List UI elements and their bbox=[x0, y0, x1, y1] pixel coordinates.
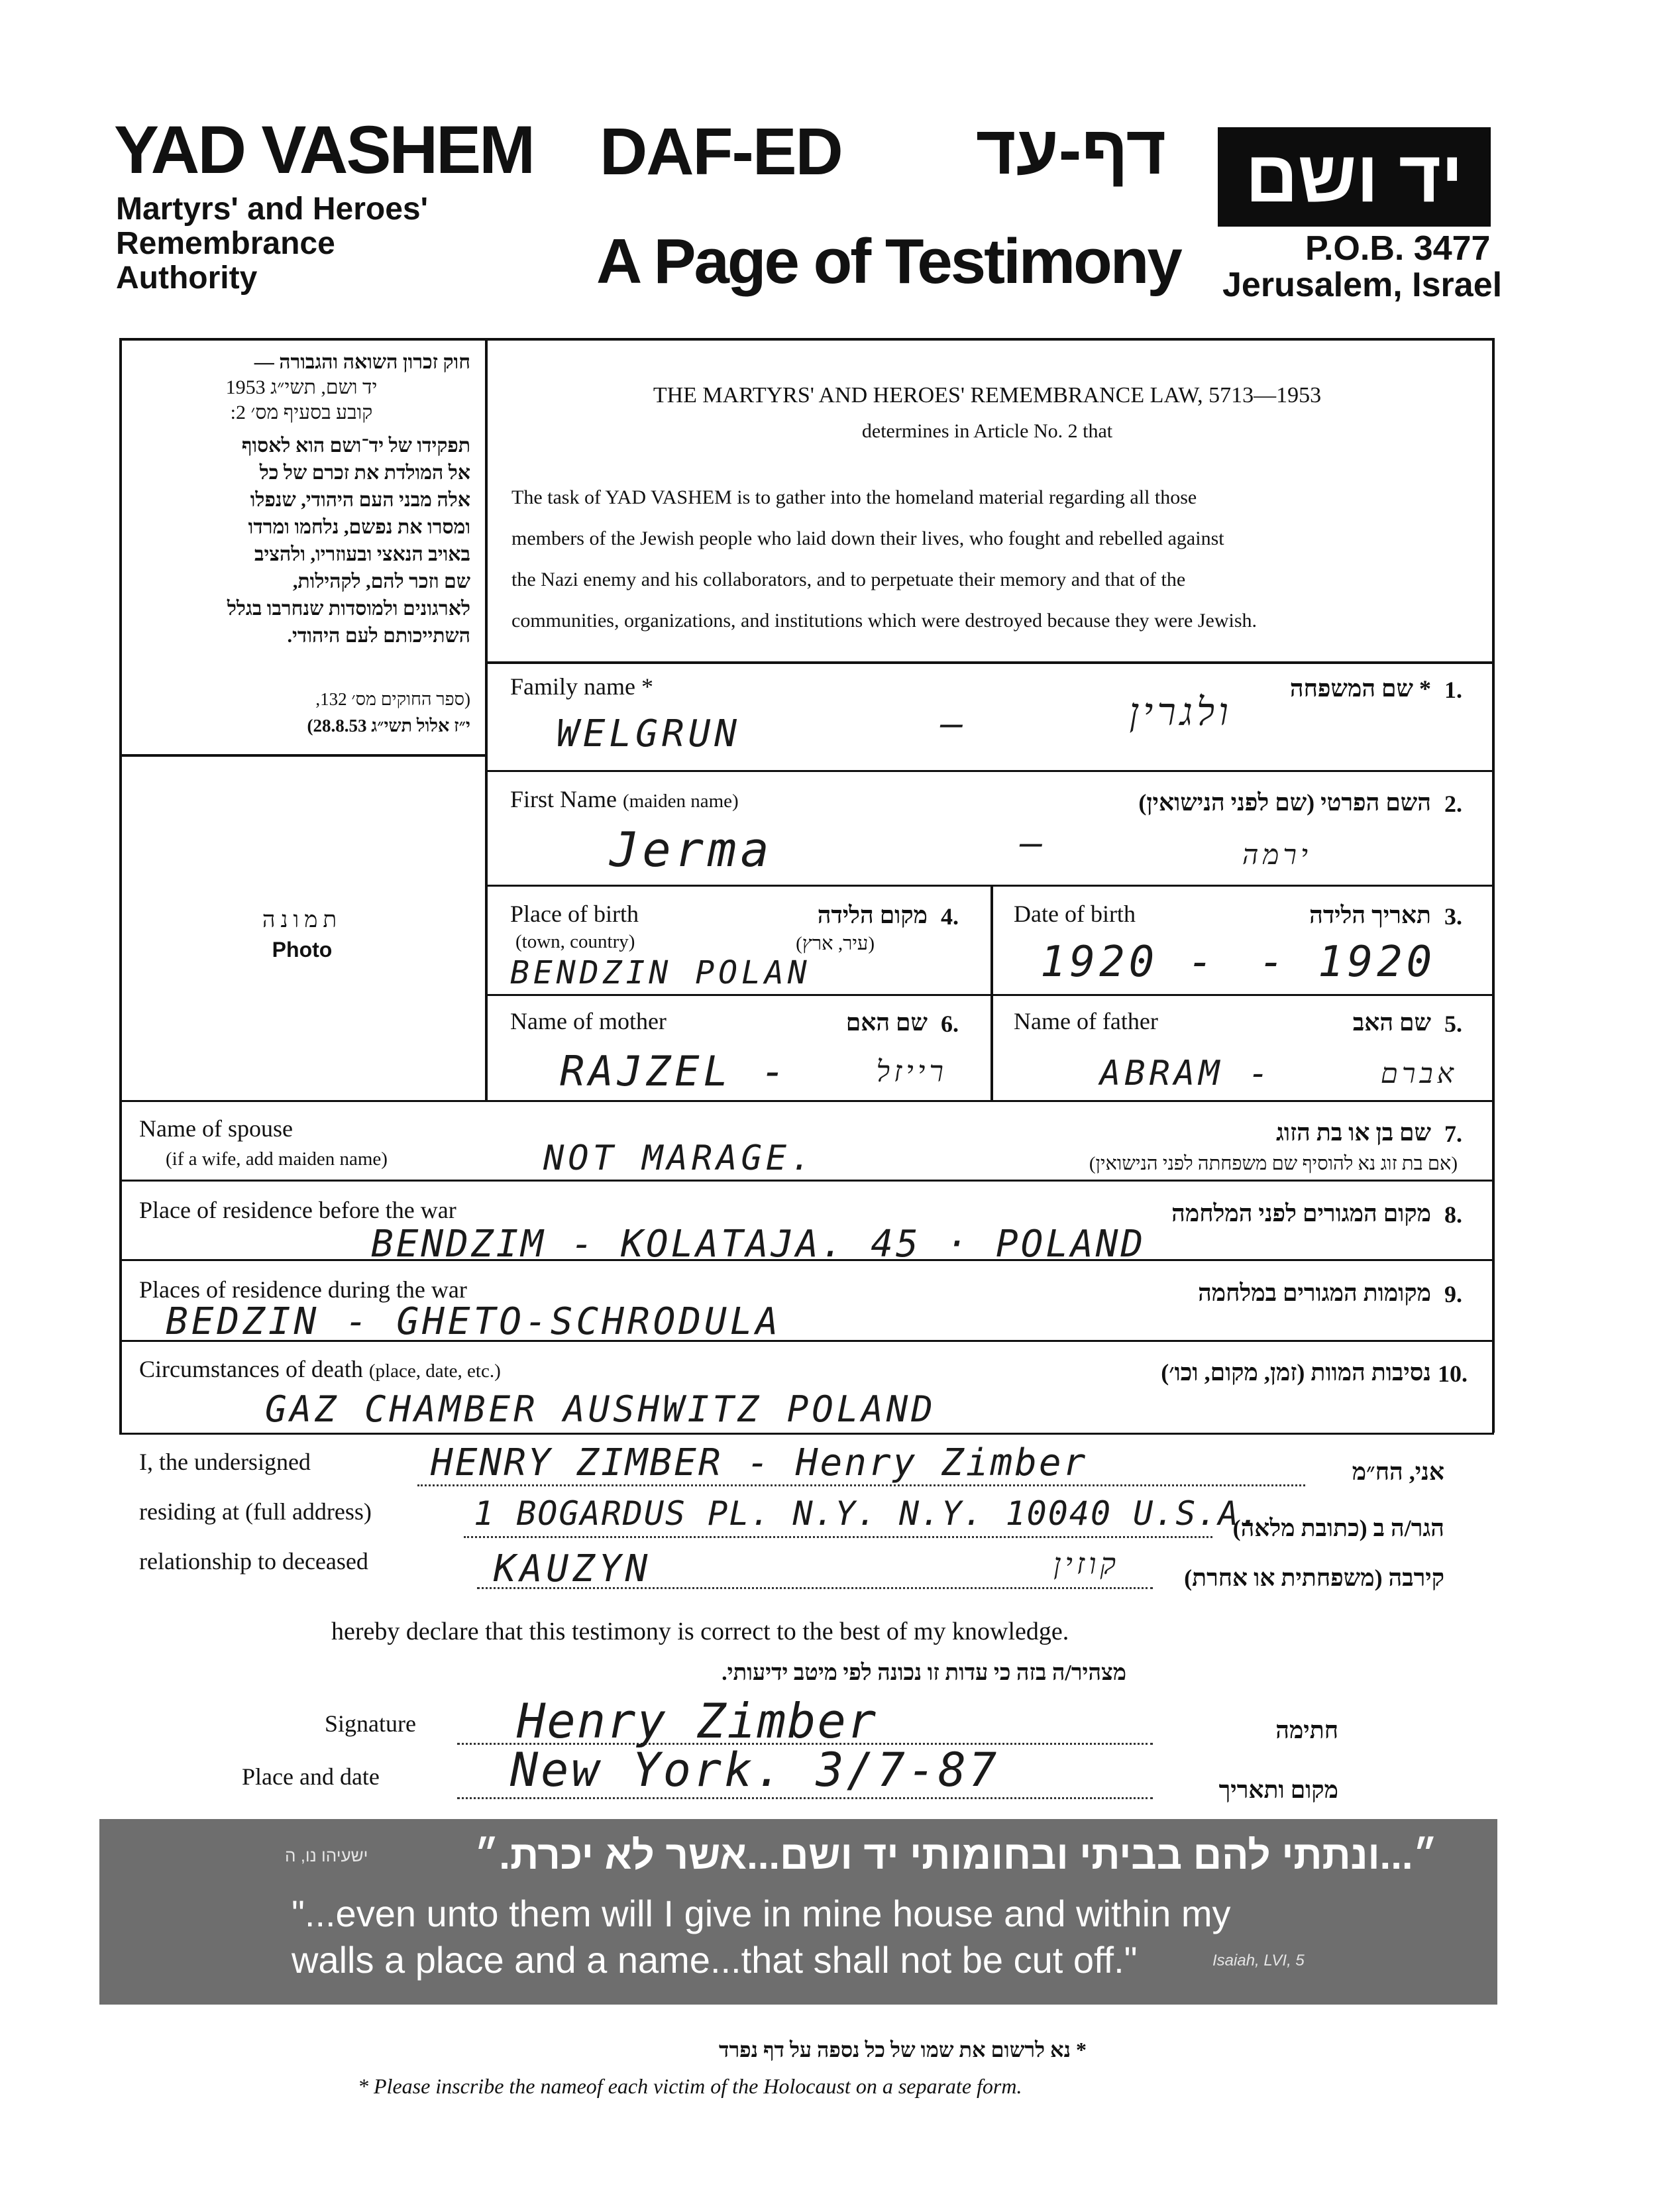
quote-banner bbox=[99, 1819, 1497, 2005]
father-label-hebrew: שם האב bbox=[1352, 1009, 1431, 1036]
frame-sep-4 bbox=[119, 1100, 1494, 1102]
death-label-text: Circumstances of death bbox=[139, 1356, 363, 1382]
death-label-note: (place, date, etc.) bbox=[368, 1360, 501, 1382]
residence-before-label-hebrew: מקום המגורים לפני המלחמה bbox=[1171, 1200, 1431, 1227]
first-name-label-hebrew: השם הפרטי (שם לפני הנישואין) bbox=[1138, 789, 1431, 816]
first-name-dash: — bbox=[1020, 822, 1047, 865]
city: Jerusalem, Israel bbox=[1222, 266, 1503, 304]
law-english-title: THE MARTYRS' AND HEROES' REMEMBRANCE LAW, 5713—1953 bbox=[653, 383, 1322, 408]
law-english-subtitle: determines in Article No. 2 that bbox=[861, 420, 1113, 442]
form-title: A Page of Testimony bbox=[596, 226, 1181, 297]
date-of-birth-value[interactable]: 1920 - bbox=[1040, 938, 1218, 987]
banner-english-line-2: walls a place and a name...that shall not be cut off." bbox=[292, 1939, 1138, 1981]
first-name-value[interactable]: Jerma bbox=[610, 822, 773, 877]
law-hebrew-ref-1: (ספר החוקים מס׳ 132, bbox=[315, 689, 470, 709]
law-hebrew-line: לארגונים ולמוסדות שנחרבו בגלל bbox=[227, 598, 470, 620]
logo-text: יד ושם bbox=[1245, 136, 1464, 217]
frame-sep-left-law bbox=[119, 754, 485, 757]
field-number-1: 1. bbox=[1444, 677, 1462, 703]
address-label-hebrew: הגר/ה ב (כתובת מלאה) bbox=[1232, 1515, 1444, 1541]
place-of-birth-label-hebrew: מקום הלידה bbox=[817, 902, 928, 928]
law-english-line: communities, organizations, and institutions which were destroyed because they were Jewish. bbox=[511, 610, 1257, 632]
law-hebrew-ref-2: י״ז אלול תשי״ג 28.8.53) bbox=[307, 716, 470, 736]
frame-sep-5 bbox=[119, 1180, 1494, 1182]
org-name: YAD VASHEM bbox=[114, 112, 534, 188]
father-value[interactable]: ABRAM - bbox=[1100, 1054, 1273, 1093]
undersigned-label-hebrew: אני, הח״מ bbox=[1352, 1459, 1444, 1485]
field-number-5: 5. bbox=[1444, 1011, 1462, 1037]
form-code-hebrew: דף-עד bbox=[975, 112, 1166, 189]
frame-cell-vertical bbox=[991, 885, 993, 1100]
date-of-birth-label: Date of birth bbox=[1014, 901, 1136, 927]
father-label: Name of father bbox=[1014, 1008, 1158, 1034]
field-number-3: 3. bbox=[1444, 903, 1462, 930]
place-date-value[interactable]: New York. 3/7-87 bbox=[510, 1743, 1000, 1797]
signature-label-hebrew: חתימה bbox=[1275, 1717, 1338, 1743]
law-hebrew-line: השתייכותם לעם היהודי. bbox=[287, 625, 470, 647]
frame-sep-3 bbox=[485, 994, 1492, 996]
death-label-hebrew: נסיבות המוות (זמן, מקום, וכו׳) bbox=[1161, 1359, 1431, 1386]
spouse-label: Name of spouse bbox=[139, 1115, 293, 1142]
field-number-2: 2. bbox=[1444, 791, 1462, 817]
address-label: residing at (full address) bbox=[139, 1498, 372, 1525]
place-date-label-hebrew: מקום ותאריך bbox=[1218, 1777, 1338, 1803]
relation-value-hebrew[interactable]: קוזין bbox=[1053, 1547, 1120, 1581]
family-name-value-hebrew[interactable]: ולגרין bbox=[1129, 689, 1232, 734]
death-value[interactable]: GAZ CHAMBER AUSHWITZ POLAND bbox=[265, 1388, 936, 1430]
banner-english-line-1: "...even unto them will I give in mine house and within my bbox=[292, 1893, 1231, 1934]
frame-top bbox=[119, 338, 1494, 341]
signature-value[interactable]: Henry Zimber bbox=[517, 1693, 878, 1749]
spouse-label-hebrew: שם בן או בת הזוג bbox=[1276, 1119, 1431, 1146]
mother-label-hebrew: שם האם bbox=[845, 1009, 928, 1036]
date-of-birth-value-2[interactable]: - 1920 bbox=[1259, 938, 1436, 987]
address-line bbox=[464, 1536, 1212, 1538]
org-subtitle-1: Martyrs' and Heroes' bbox=[116, 192, 428, 227]
footer-note-hebrew: * נא לרשום את שמו של כל נספה על דף נפרד bbox=[719, 2038, 1087, 2062]
residence-during-label: Places of residence during the war bbox=[139, 1276, 467, 1303]
form-code: DAF-ED bbox=[600, 115, 842, 189]
mother-value[interactable]: RAJZEL - bbox=[560, 1047, 790, 1095]
frame-right bbox=[1492, 338, 1495, 1433]
law-english-line: the Nazi enemy and his collaborators, and to perpetuate their memory and that of the bbox=[511, 569, 1186, 590]
family-name-dash: — bbox=[941, 702, 967, 746]
family-name-label: Family name * bbox=[510, 673, 653, 700]
first-name-label bbox=[510, 785, 739, 813]
spouse-label-note: (if a wife, add maiden name) bbox=[166, 1148, 388, 1170]
law-hebrew-line: ומסרו את נפשם, נלחמו ומרדו bbox=[248, 516, 470, 538]
law-hebrew-title-2: יד ושם, תשי״ג 1953 bbox=[225, 376, 378, 398]
org-subtitle-3: Authority bbox=[116, 260, 258, 296]
father-value-hebrew[interactable]: אברם bbox=[1380, 1057, 1458, 1089]
law-hebrew-line: תפקידו של יד־ושם הוא לאסוף bbox=[241, 435, 470, 457]
declaration-statement-hebrew: מצהיר/ה בזה כי עדות זו נכונה לפי מיטב ידיעותי. bbox=[722, 1661, 1126, 1685]
law-english-line: The task of YAD VASHEM is to gather into the homeland material regarding all those bbox=[511, 486, 1197, 508]
org-subtitle-2: Remembrance bbox=[116, 226, 335, 261]
place-date-label: Place and date bbox=[242, 1763, 380, 1790]
residence-during-label-hebrew: מקומות המגורים במלחמה bbox=[1198, 1280, 1431, 1306]
law-hebrew-line: באויב הנאצי ובעוזריו, ולהציב bbox=[254, 543, 470, 565]
spouse-value[interactable]: NOT MARAGE. bbox=[543, 1138, 816, 1178]
first-name-label-text: First Name bbox=[510, 786, 617, 812]
death-label bbox=[139, 1355, 501, 1383]
law-english-line: members of the Jewish people who laid down their lives, who fought and rebelled against bbox=[511, 527, 1224, 549]
banner-english-ref: Isaiah, LVI, 5 bbox=[1212, 1952, 1305, 1969]
family-name-label-hebrew: * שם המשפחה bbox=[1289, 675, 1431, 702]
date-of-birth-label-hebrew: תאריך הלידה bbox=[1309, 902, 1431, 928]
frame-sep-8 bbox=[119, 1433, 1494, 1435]
residence-during-value[interactable]: BEDZIN - GHETO-SCHRODULA bbox=[166, 1300, 782, 1343]
residence-before-label: Place of residence before the war bbox=[139, 1197, 456, 1223]
field-number-7: 7. bbox=[1444, 1121, 1462, 1147]
law-hebrew-title-3: קובע בסעיף מס׳ 2: bbox=[230, 402, 373, 423]
undersigned-value[interactable]: HENRY ZIMBER - Henry Zimber bbox=[431, 1441, 1088, 1484]
banner-hebrew-quote: ״...ונתתי להם בביתי ובחומותי יד ושם...אשר לא יכרת.״ bbox=[474, 1833, 1438, 1877]
photo-label-hebrew: תמונה bbox=[262, 908, 343, 932]
law-hebrew-line: שם וזכר להם, לקהילות, bbox=[292, 571, 470, 592]
spouse-label-hebrew-note: (אם בת זוג נא להוסיף שם משפחתה לפני הנישואין) bbox=[1089, 1153, 1458, 1174]
field-number-8: 8. bbox=[1444, 1201, 1462, 1228]
field-number-6: 6. bbox=[941, 1011, 959, 1037]
law-hebrew-body bbox=[133, 432, 470, 649]
po-box: P.O.B. 3477 bbox=[1305, 229, 1491, 268]
yad-vashem-logo bbox=[1218, 127, 1491, 227]
residence-before-value[interactable]: BENDZIM - KOLATAJA. 45 · POLAND bbox=[371, 1223, 1146, 1266]
relation-label: relationship to deceased bbox=[139, 1548, 368, 1575]
field-number-10: 10. bbox=[1438, 1360, 1468, 1387]
frame-sep-law bbox=[485, 661, 1492, 664]
frame-sep-2 bbox=[485, 885, 1492, 887]
declaration-statement: hereby declare that this testimony is correct to the best of my knowledge. bbox=[331, 1618, 1069, 1645]
mother-value-hebrew[interactable]: רייזל bbox=[876, 1055, 947, 1089]
place-date-line bbox=[457, 1797, 1153, 1799]
undersigned-label: I, the undersigned bbox=[139, 1449, 311, 1475]
place-of-birth-label-hebrew-note: (עיר, ארץ) bbox=[796, 933, 875, 954]
frame-sep-1 bbox=[485, 770, 1492, 772]
undersigned-line bbox=[417, 1484, 1305, 1486]
field-number-9: 9. bbox=[1444, 1281, 1462, 1307]
relation-value[interactable]: KAUZYN bbox=[494, 1547, 652, 1590]
frame-left bbox=[119, 338, 122, 1433]
law-hebrew-title-1: חוק זכרון השואה והגבורה — bbox=[254, 351, 470, 373]
signature-label: Signature bbox=[325, 1710, 416, 1737]
law-hebrew-line: אלה מבני העם היהודי, שנפלו bbox=[250, 489, 470, 511]
photo-label: Photo bbox=[272, 938, 333, 962]
relation-label-hebrew: קירבה (משפחתית או אחרת) bbox=[1184, 1565, 1444, 1591]
place-of-birth-label-note: (town, country) bbox=[515, 931, 635, 952]
first-name-value-hebrew[interactable]: ירמה bbox=[1242, 838, 1312, 871]
field-number-4: 4. bbox=[941, 903, 959, 930]
footer-note: * Please inscribe the nameof each victim of the Holocaust on a separate form. bbox=[358, 2074, 1022, 2098]
address-value[interactable]: 1 BOGARDUS PL. N.Y. N.Y. 10040 U.S.A. bbox=[474, 1494, 1261, 1533]
banner-hebrew-ref: ישעיהו נו, ה bbox=[285, 1846, 368, 1865]
family-name-value[interactable]: WELGRUN bbox=[557, 712, 741, 755]
place-of-birth-label: Place of birth bbox=[510, 901, 639, 927]
law-english-body bbox=[511, 477, 1492, 641]
frame-mid-vertical bbox=[485, 338, 488, 1100]
mother-label: Name of mother bbox=[510, 1008, 667, 1034]
law-hebrew-line: אל המולדת את זכרם של כל bbox=[259, 462, 470, 484]
place-of-birth-value[interactable]: BENDZIN POLAN bbox=[510, 954, 811, 991]
first-name-label-note: (maiden name) bbox=[622, 791, 739, 812]
